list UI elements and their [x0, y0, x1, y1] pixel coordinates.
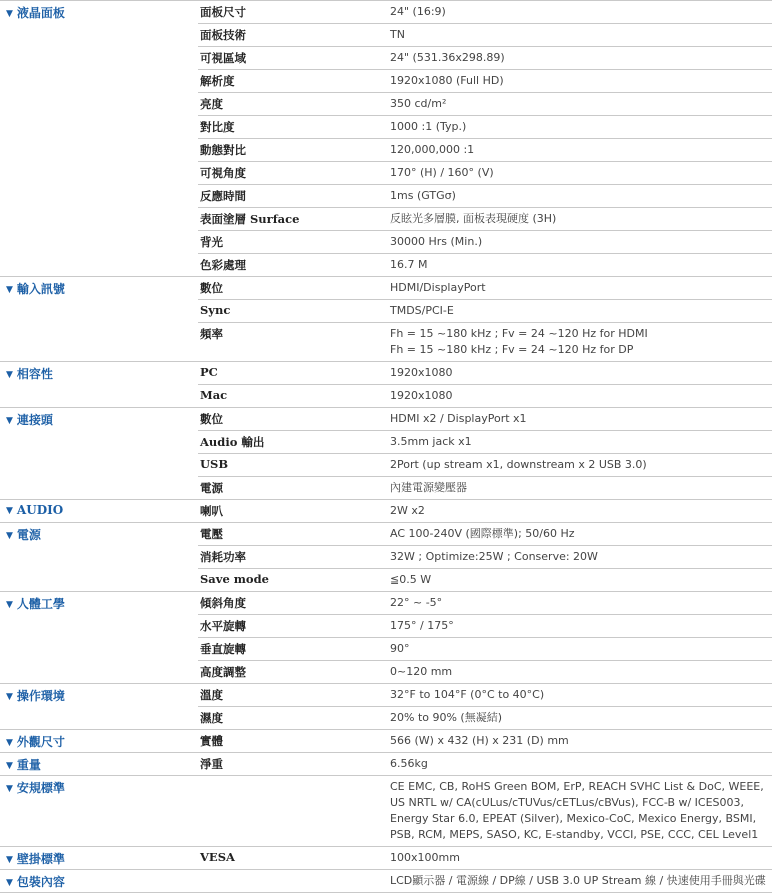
spec-value: 1920x1080 [390, 366, 453, 379]
spec-label [198, 870, 390, 892]
section-header[interactable] [0, 776, 198, 846]
spec-rows [198, 408, 772, 499]
spec-rows [198, 592, 772, 683]
spec-row [198, 277, 772, 299]
spec-value: 內建電源變壓器 [390, 481, 467, 494]
collapse-triangle-icon[interactable]: ▼ [6, 784, 13, 794]
spec-row [198, 161, 772, 184]
spec-value: AC 100-240V (國際標準); 50/60 Hz [390, 527, 575, 540]
spec-label: 可視角度 [200, 166, 246, 180]
spec-label: 背光 [200, 235, 223, 249]
spec-row [198, 453, 772, 476]
spec-value: 1920x1080 [390, 389, 453, 402]
spec-row [198, 115, 772, 138]
spec-section [0, 523, 772, 592]
spec-section [0, 277, 772, 362]
spec-label: 亮度 [200, 97, 223, 111]
spec-rows [198, 500, 772, 522]
collapse-triangle-icon[interactable]: ▼ [6, 600, 13, 610]
collapse-triangle-icon[interactable]: ▼ [6, 855, 13, 865]
spec-label: 可視區域 [200, 51, 246, 65]
spec-value: 170° (H) / 160° (V) [390, 166, 494, 179]
spec-row [198, 184, 772, 207]
spec-rows [198, 362, 772, 407]
spec-row [198, 299, 772, 322]
spec-row [198, 614, 772, 637]
spec-label: 表面塗層 Surface [200, 212, 300, 226]
collapse-triangle-icon[interactable]: ▼ [6, 370, 13, 380]
spec-rows [198, 277, 772, 361]
spec-label: 水平旋轉 [200, 619, 246, 633]
spec-label: Mac [200, 388, 228, 402]
section-title: 液晶面板 [16, 6, 65, 20]
spec-value: 24" (531.36x298.89) [390, 51, 505, 64]
spec-row [198, 1, 772, 23]
spec-value: HDMI/DisplayPort [390, 281, 486, 294]
collapse-triangle-icon[interactable]: ▼ [6, 9, 13, 19]
spec-label: Save mode [200, 572, 269, 586]
section-header[interactable] [0, 1, 198, 276]
spec-rows [198, 1, 772, 276]
spec-section [0, 847, 772, 870]
spec-row [198, 545, 772, 568]
spec-label: 淨重 [200, 757, 223, 771]
spec-label: 對比度 [200, 120, 235, 134]
section-header[interactable] [0, 592, 198, 683]
spec-value: 2W x2 [390, 504, 425, 517]
spec-row [198, 46, 772, 69]
spec-row [198, 870, 772, 892]
collapse-triangle-icon[interactable]: ▼ [6, 506, 13, 516]
spec-row [198, 408, 772, 430]
spec-row [198, 476, 772, 499]
section-title: 輸入訊號 [16, 282, 65, 296]
spec-label: VESA [200, 850, 235, 864]
spec-value: 32°F to 104°F (0°C to 40°C) [390, 688, 545, 701]
spec-value: 6.56kg [390, 757, 428, 770]
section-title: 電源 [16, 528, 41, 542]
spec-row [198, 568, 772, 591]
spec-rows [198, 776, 772, 846]
spec-value: LCD顯示器 / 電源線 / DP線 / USB 3.0 UP Stream 線 / 快速使用手冊與光碟 [390, 874, 766, 887]
spec-value: 175° / 175° [390, 619, 454, 632]
section-header[interactable] [0, 408, 198, 499]
spec-row [198, 684, 772, 706]
spec-value: 350 cd/m² [390, 97, 447, 110]
spec-value: 1920x1080 (Full HD) [390, 74, 504, 87]
spec-section [0, 776, 772, 847]
spec-value: 3.5mm jack x1 [390, 435, 472, 448]
spec-section [0, 362, 772, 408]
spec-row [198, 637, 772, 660]
spec-value: 1000 :1 (Typ.) [390, 120, 467, 133]
spec-row [198, 753, 772, 775]
spec-section [0, 500, 772, 523]
collapse-triangle-icon[interactable]: ▼ [6, 531, 13, 541]
section-title: 壁掛標準 [16, 852, 65, 866]
spec-rows [198, 753, 772, 775]
spec-value: TN [390, 28, 405, 41]
spec-section [0, 730, 772, 753]
spec-row [198, 362, 772, 384]
spec-label: 高度調整 [200, 665, 246, 679]
section-header[interactable] [0, 684, 198, 729]
spec-rows [198, 847, 772, 869]
spec-value: CE EMC, CB, RoHS Green BOM, ErP, REACH SVHC List & DoC, WEEE, US NRTL w/ CA(cULus/cTUVus/cETLus/cBVus), FCC-B w/ ICES003, Energy Star 6.0, EPEAT (Silver), Mexico-CoC, Mexico Energy, BSMI, PSB, RCM, MEPS, SASO, KC, E-standby, VCCI, PSE, CCC, CEL Level1 [390, 780, 764, 841]
section-title: 外觀尺寸 [16, 735, 65, 749]
spec-row [198, 207, 772, 230]
spec-row [198, 660, 772, 683]
spec-label: 反應時間 [200, 189, 246, 203]
spec-value: 1ms (GTGσ) [390, 189, 456, 202]
spec-label: 頻率 [200, 327, 223, 341]
spec-row [198, 500, 772, 522]
spec-row [198, 138, 772, 161]
spec-label: PC [200, 365, 218, 379]
spec-label: Audio 輸出 [200, 435, 265, 449]
spec-value: Fh = 15 ~180 kHz ; Fv = 24 ~120 Hz for HDMI Fh = 15 ~180 kHz ; Fv = 24 ~120 Hz for DP [390, 327, 648, 356]
spec-value: TMDS/PCI-E [390, 304, 454, 317]
section-header[interactable] [0, 847, 198, 869]
spec-label: 動態對比 [200, 143, 246, 157]
spec-section [0, 408, 772, 500]
collapse-triangle-icon[interactable]: ▼ [6, 285, 13, 295]
spec-row [198, 322, 772, 361]
section-header[interactable] [0, 523, 198, 591]
spec-value: 16.7 M [390, 258, 428, 271]
spec-value: 30000 Hrs (Min.) [390, 235, 483, 248]
spec-value: 100x100mm [390, 851, 460, 864]
spec-label: 面板尺寸 [200, 5, 246, 19]
section-title: 安規標準 [16, 781, 65, 795]
spec-row [198, 523, 772, 545]
spec-value: 566 (W) x 432 (H) x 231 (D) mm [390, 734, 569, 747]
spec-label: Sync [200, 303, 231, 317]
section-header[interactable] [0, 870, 198, 892]
spec-value: 22° ~ -5° [390, 596, 443, 609]
spec-value: 24" (16:9) [390, 5, 446, 18]
spec-value: 32W ; Optimize:25W ; Conserve: 20W [390, 550, 598, 563]
section-title: 連接頭 [16, 413, 53, 427]
collapse-triangle-icon[interactable]: ▼ [6, 878, 13, 888]
spec-value: 20% to 90% (無凝結) [390, 711, 503, 724]
spec-rows [198, 730, 772, 752]
section-header[interactable] [0, 362, 198, 407]
spec-value: 120,000,000 :1 [390, 143, 475, 156]
section-header[interactable] [0, 730, 198, 752]
spec-label: 數位 [200, 412, 223, 426]
spec-label: 溫度 [200, 688, 223, 702]
spec-row [198, 384, 772, 407]
spec-label: 消耗功率 [200, 550, 246, 564]
collapse-triangle-icon[interactable]: ▼ [6, 692, 13, 702]
spec-rows [198, 870, 772, 892]
spec-value: HDMI x2 / DisplayPort x1 [390, 412, 527, 425]
section-title: 重量 [16, 758, 41, 772]
section-header[interactable] [0, 753, 198, 775]
spec-value: 0~120 mm [390, 665, 453, 678]
section-header[interactable] [0, 277, 198, 361]
spec-row [198, 69, 772, 92]
spec-section [0, 684, 772, 730]
spec-row [198, 592, 772, 614]
spec-label: 解析度 [200, 74, 235, 88]
section-header[interactable] [0, 500, 198, 522]
collapse-triangle-icon[interactable]: ▼ [6, 738, 13, 748]
spec-row [198, 92, 772, 115]
spec-row [198, 847, 772, 869]
section-title: 操作環境 [16, 689, 65, 703]
spec-row [198, 430, 772, 453]
spec-row [198, 776, 772, 846]
spec-row [198, 253, 772, 276]
spec-label: 電源 [200, 481, 223, 495]
spec-rows [198, 684, 772, 729]
section-title: 包裝內容 [16, 875, 65, 889]
section-title: AUDIO [16, 503, 64, 517]
spec-label: 電壓 [200, 527, 223, 541]
spec-label: 喇叭 [200, 504, 223, 518]
spec-section [0, 592, 772, 684]
spec-label: 數位 [200, 281, 223, 295]
spec-section [0, 870, 772, 893]
spec-label: 傾斜角度 [200, 596, 246, 610]
spec-row [198, 730, 772, 752]
section-title: 人體工學 [16, 597, 65, 611]
spec-label: 實體 [200, 734, 223, 748]
section-title: 相容性 [16, 367, 53, 381]
spec-row [198, 706, 772, 729]
spec-rows [198, 523, 772, 591]
collapse-triangle-icon[interactable]: ▼ [6, 416, 13, 426]
spec-value: 90° [390, 642, 410, 655]
spec-value: ≦0.5 W [390, 573, 432, 586]
spec-label: 色彩處理 [200, 258, 246, 272]
spec-value: 反眩光多層膜, 面板表現硬度 (3H) [390, 212, 557, 225]
spec-label: 面板技術 [200, 28, 246, 42]
spec-label [198, 776, 390, 846]
collapse-triangle-icon[interactable]: ▼ [6, 761, 13, 771]
spec-value: 2Port (up stream x1, downstream x 2 USB 3.0) [390, 458, 647, 471]
spec-label: 濕度 [200, 711, 223, 725]
spec-row [198, 23, 772, 46]
spec-label: 垂直旋轉 [200, 642, 246, 656]
spec-section [0, 0, 772, 277]
spec-label: USB [200, 457, 229, 471]
spec-section [0, 753, 772, 776]
spec-row [198, 230, 772, 253]
